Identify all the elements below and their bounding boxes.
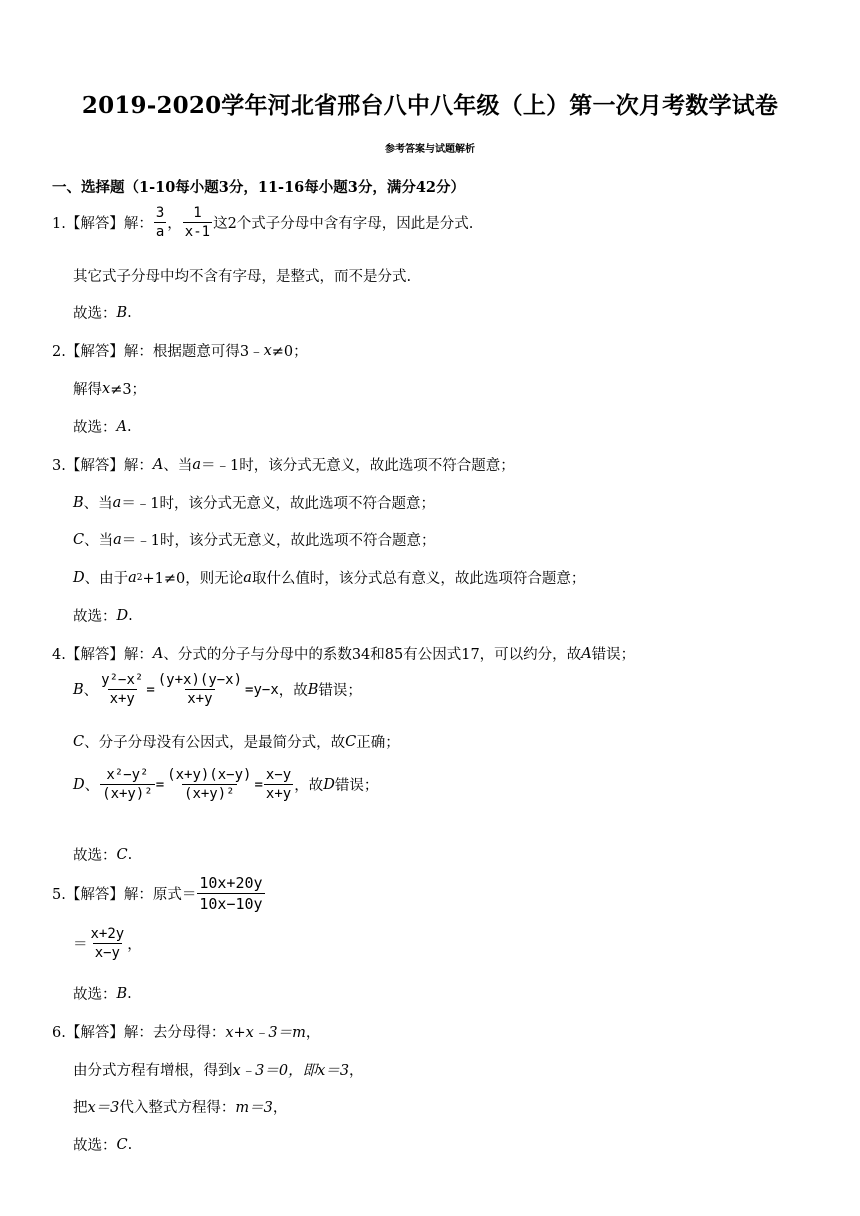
q6-text: ，	[305, 1025, 321, 1041]
option-letter: C	[73, 531, 85, 548]
q4-text: 正确；	[356, 735, 400, 751]
q4-prefix: 4.【解答】解：	[52, 647, 153, 663]
q5-comma: ，	[127, 937, 142, 953]
option-letter: A	[152, 645, 164, 662]
q4-b-fraction-1	[99, 672, 145, 707]
option-letter: D	[73, 776, 85, 793]
q6-line-1	[52, 1021, 320, 1042]
q6-text: 代入整式方程得：	[119, 1100, 236, 1116]
q6-text: ，	[272, 1100, 288, 1116]
numerator: (y+x)(y−x)	[157, 672, 243, 688]
q6-equation: x＝3	[317, 1063, 350, 1079]
q1-f1-denominator: a	[155, 224, 165, 240]
q4-text: ，故	[278, 683, 308, 699]
q4-text: 错误；	[334, 778, 379, 794]
q6-line-3	[73, 1096, 287, 1117]
q3-line-4	[73, 567, 585, 588]
q4-text: 、分式的分子与分母中的系数34和85有公因式17，可以约分，故	[163, 647, 582, 663]
denominator: x+y	[187, 691, 213, 707]
q6-text: 由分式方程有增根，得到	[73, 1063, 233, 1079]
denominator: x+y	[109, 691, 135, 707]
denominator: x+y	[265, 786, 292, 802]
answer-period: .	[127, 1136, 133, 1153]
numerator: (x+y)(x−y)	[167, 767, 252, 783]
q5-fraction-1	[197, 874, 264, 913]
q4-b-result: =y−x	[245, 681, 279, 698]
q6-equation: m＝3	[235, 1100, 273, 1116]
q6-equation: x﹣3＝0，即	[232, 1063, 318, 1079]
q6-prefix: 6.【解答】解：去分母得：	[52, 1025, 226, 1041]
answer-choice: D	[116, 607, 129, 624]
answer-period: .	[127, 985, 132, 1002]
equals-sign: =	[146, 681, 155, 698]
q3-text: 、由于	[84, 571, 129, 587]
q5-prefix: 5.【解答】解：原式＝	[52, 887, 197, 903]
option-letter: D	[323, 776, 335, 793]
answer-period: .	[127, 304, 132, 321]
equals-sign: =	[155, 776, 165, 793]
q4-text: 错误；	[318, 683, 362, 699]
numerator: x−y	[265, 767, 292, 783]
q3-line-1	[52, 454, 515, 475]
q1-text: 这2个式子分母中含有字母，因此是分式.	[213, 216, 474, 232]
q1-f2-denominator: x-1	[184, 224, 211, 240]
answer-choice: B	[116, 985, 128, 1002]
q2-text: 解得	[73, 382, 102, 398]
q2-var: x	[263, 342, 272, 359]
q6-line-2	[73, 1059, 364, 1080]
q2-answer	[73, 416, 132, 437]
q2-line-2	[73, 378, 146, 399]
answer-period: .	[126, 418, 132, 435]
q1-prefix: 1.【解答】解：	[52, 216, 153, 232]
q4-text: ，故	[294, 778, 324, 794]
answer-period: .	[127, 846, 133, 863]
q6-equation: x+x﹣3＝m	[225, 1025, 306, 1041]
section-heading: 一、选择题（1-10每小题3分，11-16每小题3分，满分42分）	[52, 179, 466, 196]
q1-f1-numerator: 3	[155, 205, 165, 221]
option-letter: B	[307, 681, 319, 698]
q5-line-1	[52, 874, 266, 913]
q3-text: ＝﹣1时，该分式无意义，故此选项不符合题意；	[121, 496, 436, 512]
q3-prefix: 3.【解答】解：	[52, 458, 153, 474]
q4-line-1	[52, 643, 635, 664]
q2-text: ≠0；	[271, 344, 308, 360]
q4-text: 错误；	[591, 647, 636, 663]
q2-text: 根据题意可得3﹣	[152, 344, 264, 360]
denominator: (x+y)²	[102, 786, 153, 802]
q3-text: ＝﹣1时，该分式无意义，故此选项不符合题意；	[121, 533, 436, 549]
q4-text: 、分子分母没有公因式，是最简分式，故	[84, 735, 346, 751]
q6-equation: x＝3	[87, 1100, 120, 1116]
q1-fraction-2	[183, 205, 212, 240]
numerator: x²−y²	[106, 767, 149, 783]
answer-choice: C	[116, 846, 128, 863]
q3-text: 、当	[83, 496, 113, 512]
q4-separator: 、	[83, 683, 99, 699]
q3-var: a	[128, 569, 137, 586]
q4-line-d	[73, 767, 378, 802]
option-letter: C	[345, 733, 357, 750]
q6-text: 把	[73, 1100, 88, 1116]
option-letter: B	[73, 681, 84, 698]
q3-line-2	[73, 492, 435, 513]
answer-label: 故选：	[73, 420, 117, 436]
q4-separator: 、	[84, 778, 100, 794]
q6-answer	[73, 1134, 132, 1155]
q4-b-fraction-2	[156, 672, 244, 707]
q1-separator: ，	[167, 216, 182, 232]
answer-label: 故选：	[73, 1138, 117, 1154]
q3-var: a	[112, 494, 122, 511]
answer-choice: C	[116, 1136, 128, 1153]
q3-text: ＝﹣1时，该分式无意义，故此选项不符合题意；	[200, 458, 515, 474]
q2-prefix: 2.【解答】解：	[52, 344, 153, 360]
answer-choice: B	[116, 304, 128, 321]
answer-label: 故选：	[73, 987, 117, 1003]
option-letter: B	[73, 494, 84, 511]
q3-line-3	[73, 529, 436, 550]
option-letter: C	[73, 733, 85, 750]
q1-line-1	[52, 205, 473, 240]
page-title: 2019-2020学年河北省邢台八中八年级（上）第一次月考数学试卷	[81, 92, 779, 119]
q3-var: a	[192, 456, 201, 473]
numerator: y²−x²	[101, 672, 144, 688]
q4-d-fraction-3	[264, 767, 293, 802]
numerator: 10x+20y	[199, 874, 263, 892]
answer-label: 故选：	[73, 306, 117, 322]
q1-f2-numerator: 1	[193, 205, 202, 221]
option-letter: D	[73, 569, 85, 586]
q1-answer	[73, 302, 132, 323]
q4-answer	[73, 844, 132, 865]
q3-var: a	[243, 569, 252, 586]
option-letter: A	[581, 645, 592, 662]
q2-line-1	[52, 340, 308, 361]
q4-line-b	[73, 672, 362, 707]
q3-exponent: 2	[136, 572, 143, 583]
q3-text: 、当	[84, 533, 114, 549]
q2-var: x	[102, 380, 111, 397]
equals-sign: =	[254, 776, 263, 793]
numerator: x+2y	[90, 926, 125, 942]
q6-text: ，	[349, 1063, 364, 1079]
answer-choice: A	[116, 418, 127, 435]
q4-d-fraction-2	[165, 767, 253, 802]
answer-period: .	[128, 607, 133, 624]
answer-label: 故选：	[73, 609, 117, 625]
denominator: 10x−10y	[199, 895, 263, 913]
q3-answer	[73, 605, 133, 626]
q5-answer	[73, 983, 132, 1004]
page-subtitle: 参考答案与试题解析	[385, 144, 475, 155]
q1-fraction-1	[154, 205, 166, 240]
q3-text: 、当	[163, 458, 193, 474]
equals-sign: ＝	[73, 937, 88, 953]
q3-text: +1≠0，则无论	[142, 571, 244, 587]
q3-text: 取什么值时，该分式总有意义，故此选项符合题意；	[251, 571, 586, 587]
q4-d-fraction-1	[100, 767, 155, 802]
q5-fraction-2	[89, 926, 127, 961]
denominator: (x+y)²	[184, 786, 235, 802]
answer-label: 故选：	[73, 848, 117, 864]
q5-line-2	[73, 926, 142, 961]
q1-line-2: 其它式子分母中均不含有字母，是整式，而不是分式.	[73, 269, 412, 285]
q4-line-c	[73, 731, 400, 752]
q3-var: a	[113, 531, 122, 548]
option-letter: A	[152, 456, 164, 473]
denominator: x−y	[94, 945, 120, 961]
q2-text: ≠3；	[110, 382, 147, 398]
